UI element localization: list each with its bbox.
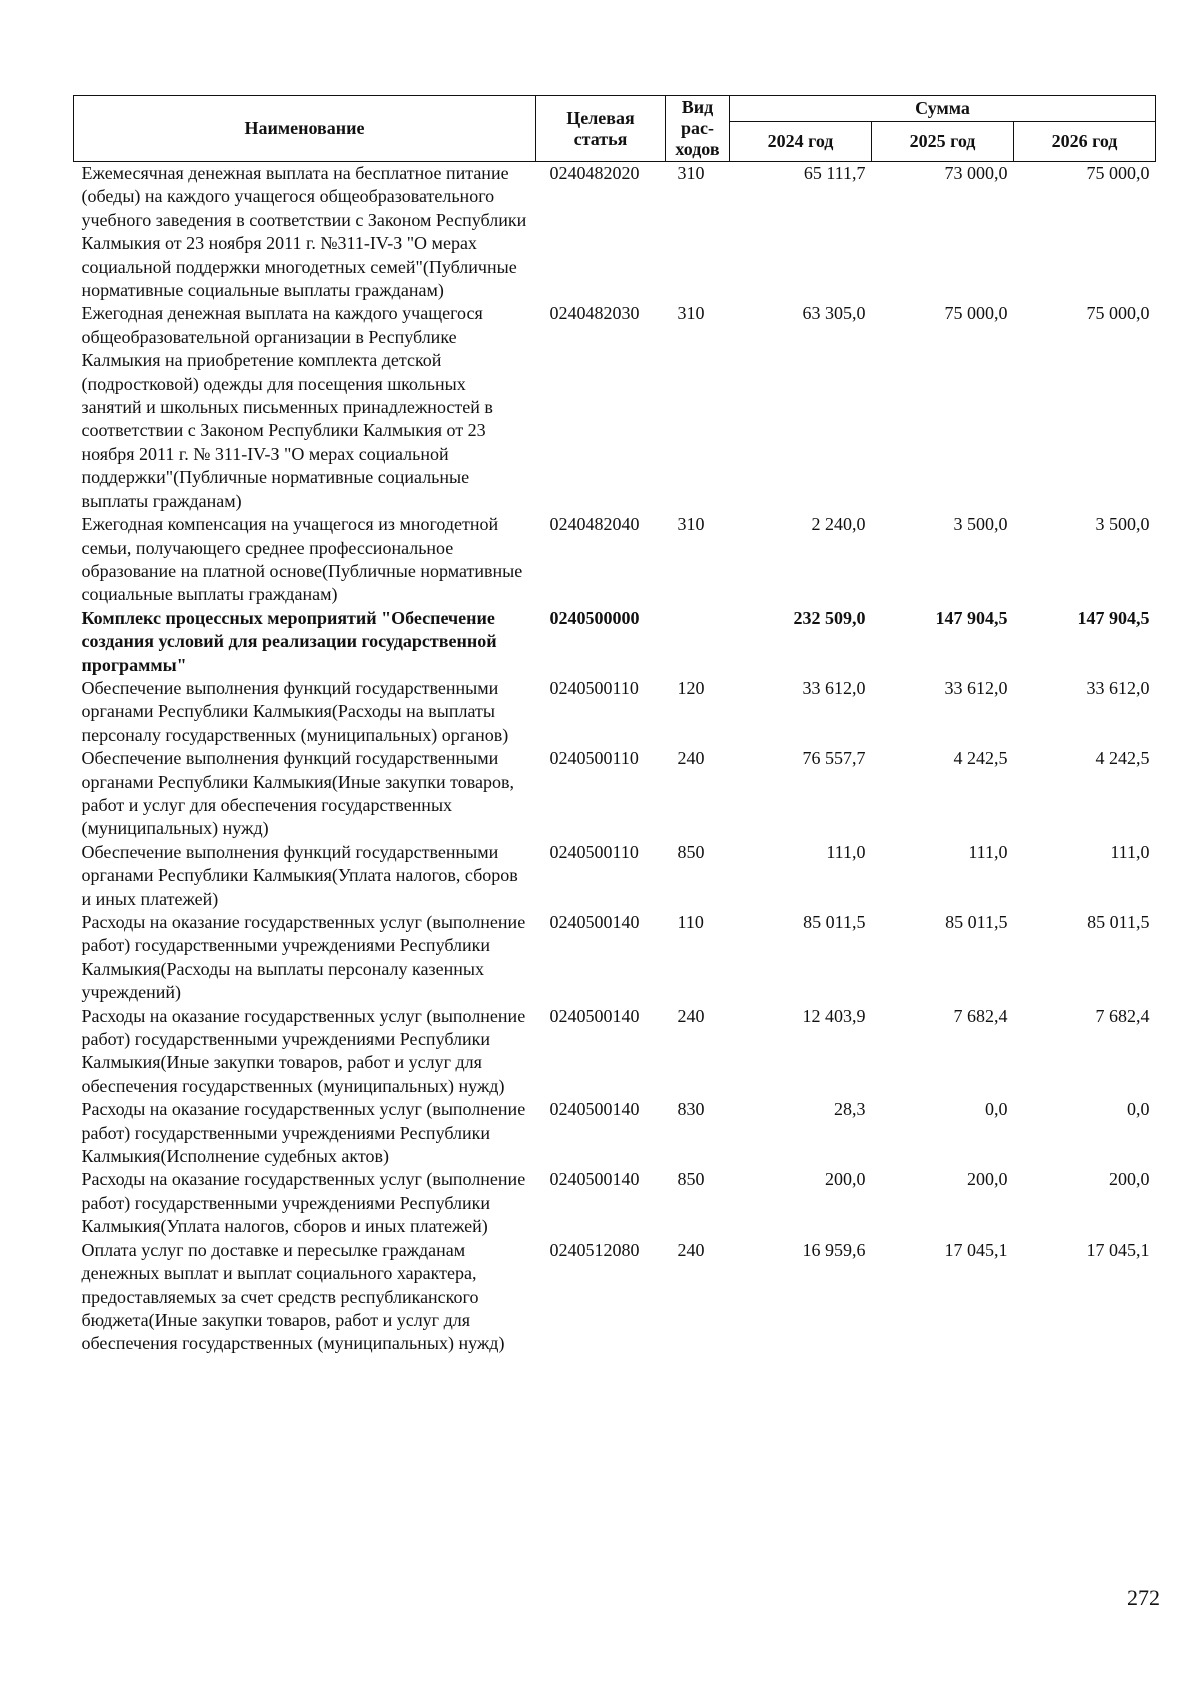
row-sum-2024: 63 305,0 [802, 303, 866, 324]
header-year-2025: 2025 год [872, 122, 1014, 162]
row-sum-2025: 33 612,0 [944, 677, 1008, 698]
row-sum-2026: 200,0 [1109, 1169, 1150, 1190]
row-sum-2025: 85 011,5 [945, 912, 1008, 932]
row-name: Расходы на оказание государственных услуг (выполнение работ) государственными учреждениями Республики Калмыкия(Исполнение судебных актов) [81, 1099, 526, 1167]
row-expense-type: 120 [677, 677, 705, 698]
row-expense-type: 850 [677, 1169, 705, 1190]
row-expense-type: 240 [677, 748, 705, 769]
row-target-article: 0240500110 [549, 841, 639, 862]
row-sum-2026: 3 500,0 [1095, 514, 1150, 535]
row-expense-type: 310 [677, 163, 705, 183]
table-row [74, 162, 1156, 303]
row-sum-2026: 4 242,5 [1095, 748, 1150, 769]
row-name: Ежегодная компенсация на учащегося из многодетной семьи, получающего среднее профессиональное образование на платной основе(Публичные нормативные социальные выплаты гражданам) [81, 514, 523, 605]
row-expense-type: 240 [677, 1239, 705, 1260]
row-name: Обеспечение выполнения функций государственными органами Республики Калмыкия(Уплата налогов, сборов и иных платежей) [81, 841, 518, 909]
header-name: Наименование [74, 96, 536, 162]
row-sum-2024: 16 959,6 [802, 1239, 866, 1260]
row-sum-2025: 111,0 [968, 841, 1008, 862]
row-target-article: 0240482020 [549, 163, 640, 183]
row-sum-2025: 3 500,0 [953, 514, 1008, 535]
row-sum-2026: 75 000,0 [1086, 303, 1150, 324]
row-sum-2026: 33 612,0 [1086, 677, 1150, 698]
table-body [74, 162, 1156, 1356]
row-sum-2024: 12 403,9 [802, 1005, 866, 1026]
row-sum-2024: 111,0 [826, 841, 866, 862]
header-year-2024: 2024 год [730, 122, 872, 162]
row-target-article: 0240500140 [549, 1005, 640, 1026]
table-row [74, 677, 1156, 747]
page-number: 272 [1127, 1585, 1160, 1610]
row-sum-2024: 232 509,0 [793, 607, 866, 628]
table-row [74, 911, 1156, 1005]
row-target-article: 0240500110 [549, 677, 639, 698]
row-expense-type: 830 [677, 1099, 705, 1120]
table-row [74, 1005, 1156, 1099]
row-target-article: 0240500140 [549, 912, 640, 932]
row-target-article: 0240500110 [549, 748, 639, 769]
row-sum-2025: 147 904,5 [935, 607, 1008, 628]
table-row [74, 1098, 1156, 1168]
table-header [74, 96, 1156, 162]
row-name: Оплата услуг по доставке и пересылке гражданам денежных выплат и выплат социального характера, предоставляемых за счет средств республиканского бюджета(Иные закупки товаров, работ и услуг для обеспечения государственных (муниципальных) нужд) [81, 1239, 505, 1354]
table-row [74, 747, 1156, 841]
row-name: Расходы на оказание государственных услуг (выполнение работ) государственными учреждениями Республики Калмыкия(Уплата налогов, сборов и иных платежей) [81, 1169, 526, 1237]
row-target-article: 0240482030 [549, 303, 640, 324]
row-sum-2025: 0,0 [985, 1099, 1008, 1120]
row-name: Обеспечение выполнения функций государственными органами Республики Калмыкия(Иные закупки товаров, работ и услуг для обеспечения государственных (муниципальных) нужд) [81, 748, 515, 839]
row-name: Обеспечение выполнения функций государственными органами Республики Калмыкия(Расходы на выплаты персоналу государственных (муниципальных) органов) [81, 677, 509, 745]
row-sum-2024: 85 011,5 [803, 912, 866, 932]
row-sum-2024: 65 111,7 [803, 163, 866, 183]
row-sum-2024: 2 240,0 [811, 514, 866, 535]
row-sum-2026: 85 011,5 [1087, 912, 1150, 932]
table-row [74, 513, 1156, 607]
row-sum-2025: 4 242,5 [953, 748, 1008, 769]
row-target-article: 0240500140 [549, 1099, 640, 1120]
row-sum-2025: 7 682,4 [953, 1005, 1008, 1026]
header-expense-type: Вид рас-ходов [666, 96, 730, 162]
row-sum-2025: 17 045,1 [944, 1239, 1008, 1260]
row-sum-2026: 17 045,1 [1086, 1239, 1150, 1260]
row-name: Расходы на оказание государственных услуг (выполнение работ) государственными учреждениями Республики Калмыкия(Иные закупки товаров, работ и услуг для обеспечения государственных (муниципальных) нужд) [81, 1005, 526, 1096]
row-name: Ежемесячная денежная выплата на бесплатное питание (обеды) на каждого учащегося общеобразовательного учебного заведения в соответствии с Законом Республики Калмыкия от 23 ноября 2011 г. №311-IV-З "О мерах социальной поддержки многодетных семей"(Публичные нормативные социальные выплаты гражданам) [81, 163, 527, 301]
row-expense-type: 310 [677, 514, 705, 535]
row-expense-type [666, 607, 730, 677]
row-sum-2026: 75 000,0 [1086, 163, 1150, 183]
row-target-article: 0240500000 [549, 607, 640, 628]
row-expense-type: 240 [677, 1005, 705, 1026]
table-row [74, 841, 1156, 911]
header-year-2026: 2026 год [1014, 122, 1156, 162]
row-target-article: 0240512080 [549, 1239, 640, 1260]
budget-table [73, 95, 1156, 1356]
row-sum-2025: 75 000,0 [944, 303, 1008, 324]
row-sum-2024: 33 612,0 [802, 677, 866, 698]
row-sum-2026: 7 682,4 [1095, 1005, 1150, 1026]
row-sum-2026: 111,0 [1110, 841, 1150, 862]
row-target-article: 0240482040 [549, 514, 640, 535]
header-target-article: Целевая статья [536, 96, 666, 162]
row-sum-2024: 76 557,7 [802, 748, 866, 769]
row-sum-2026: 147 904,5 [1077, 607, 1150, 628]
header-sum: Сумма [730, 96, 1156, 122]
row-expense-type: 850 [677, 841, 705, 862]
row-name: Комплекс процессных мероприятий "Обеспечение создания условий для реализации государственной программы" [81, 607, 497, 675]
row-sum-2024: 28,3 [834, 1099, 866, 1120]
row-expense-type: 110 [677, 912, 704, 932]
row-target-article: 0240500140 [549, 1169, 640, 1190]
table-row [74, 1168, 1156, 1238]
row-name: Ежегодная денежная выплата на каждого учащегося общеобразовательной организации в Республике Калмыкия на приобретение комплекта детской (подростковой) одежды для посещения школьных занятий и школьных письменных принадлежностей в соответствии с Законом Республики Калмыкия от 23 ноября 2011 г. № 311-IV-З "О мерах социальной поддержки"(Публичные нормативные социальные выплаты гражданам) [81, 303, 493, 511]
row-name: Расходы на оказание государственных услуг (выполнение работ) государственными учреждениями Республики Калмыкия(Расходы на выплаты персоналу казенных учреждений) [81, 912, 526, 1003]
table-row [74, 1239, 1156, 1356]
row-sum-2024: 200,0 [825, 1169, 866, 1190]
row-expense-type: 310 [677, 303, 705, 324]
table-row [74, 302, 1156, 513]
table-row [74, 607, 1156, 677]
row-sum-2026: 0,0 [1127, 1099, 1150, 1120]
row-sum-2025: 73 000,0 [944, 163, 1008, 183]
row-sum-2025: 200,0 [967, 1169, 1008, 1190]
